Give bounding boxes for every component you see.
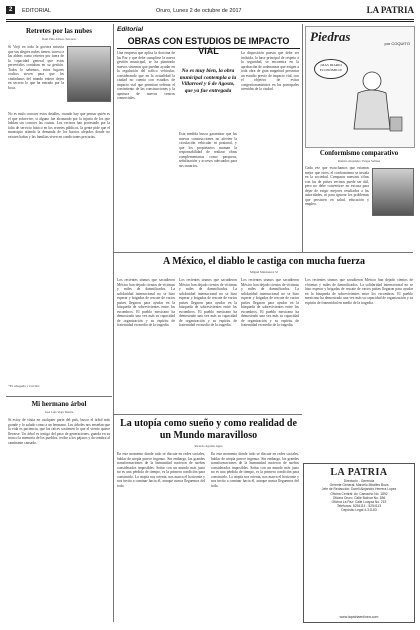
masthead-logo: LA PATRIA [330, 467, 388, 478]
website-url[interactable]: www.lapatriaenlinea.com [339, 615, 379, 619]
author-photo [372, 168, 414, 216]
article-byline: Raúl Pino-Ichazo Terrazas [42, 37, 76, 41]
article-body: En este momento donde todo se discute en redes sociales, hablar de utopía parece ingenuo. Sin embargo, las grandes transformaciones de la humanidad nacieron de sueños considerados imposibles. Soñar con un mundo más justo no es una pérdida de tiempo, es la primera condición para construirlo. La utopía nos orienta, nos marca el horizonte y nos invita a caminar hacia él, aunque nunca lleguemos del todo. [211, 452, 299, 488]
article-byline: Ramiro Alejandro Vargas Salinas [337, 159, 381, 163]
cartoon-title: Piedras [310, 29, 351, 44]
author-photo [67, 46, 111, 102]
editorial-title: OBRAS CON ESTUDIOS DE IMPACTO VIAL [127, 36, 290, 56]
article-body: Los recientes sismos que sacudieron México han dejado cientos de víctimas y miles de damnificados. La solidaridad internacional no se hizo esperar y brigadas de rescate de varios países llegaron para ayudar en la búsqueda de sobrevivientes entre los escombros. El pueblo mexicano ha demostrado una vez más su capacidad de organización y su espíritu de fraternidad en medio de la tragedia. [305, 278, 413, 305]
article-body: No es malo conocer estos detalles, cuando hay que pensar quién es el que sobrevive, si alguno fue alcanzado por la injuria de los que hablan sin conocer las causas. Los vecinos han protestado por la falta de servicio básico en los retretes públicos, la gente pide que el municipio atienda la demanda de los barrios alejados donde no existen baños y las familias viven en condiciones precarias. [8, 112, 110, 139]
masthead-line: Oficina Oruro: Calle Bolívar No. 556 [332, 495, 386, 500]
header-rule [6, 19, 414, 20]
masthead-line: Gerente General: Marcelo Miralles Bova [329, 483, 389, 488]
article-byline: José Luis Vega Duarte [44, 410, 74, 414]
article-footnote: *Es abogado y escritor. [8, 384, 41, 388]
editorial-body: Una empresa que aplica la doctrina de las Paz y que debe cumplirse la nueva gestión municipal, se ha planteado nuevos sistemas que puedan ayudar en la regulación del tráfico vehicular, considerando que en la actualidad la ciudad no cuenta con estudios de impacto vial que permitan ordenar el crecimiento de las construcciones y la apertura de nuevos centros comerciales. [117, 51, 175, 100]
masthead-box [303, 463, 415, 623]
article-title: Conformismo comparativo [319, 150, 399, 157]
article-body: Los recientes sismos que sacudieron México han dejado cientos de víctimas y miles de damnificados. La solidaridad internacional no se hizo esperar y brigadas de rescate de varios países llegaron para ayudar en la búsqueda de sobrevivientes entre los escombros. El pueblo mexicano ha demostrado una vez más su capacidad de organización y su espíritu de fraternidad en medio de la tragedia. [179, 278, 237, 327]
article-body: Si Vieji en toda la grosera miseria que sus alegres nubes tienen, suceso a las aldeas como retretes por fuera de la capacidad general que estos pervertidos contaban en su gestión. Todos lo sabemos, estos lugares ocultos sirven para que los ciudadanos del mundo entero dejen en secreto lo que ha entrado por la boca. [8, 45, 64, 90]
header-rule-thin [6, 21, 414, 22]
section-name: EDITORIAL [22, 8, 51, 14]
article-title: Mi hermano árbol [31, 400, 87, 408]
masthead-info [304, 478, 414, 514]
article-body: Cada vez que escuchamos que estamos mejor que otros, el conformismo se instala en la sociedad. Comparar nuestras cifras con las de países vecinos puede ser útil, pero no debe convertirse en excusa para dejar de exigir mejores resultados a las autoridades, ni para ignorar los problemas que persisten en salud, educación y empleo. [305, 166, 369, 206]
page-number: 2 [6, 6, 15, 14]
masthead-line: Jefe de Redacción: Doreli Alejandro Herrera Lopez [321, 487, 397, 492]
article-body: Los recientes sismos que sacudieron México han dejado cientos de víctimas y miles de damnificados. La solidaridad internacional no se hizo esperar y brigadas de rescate de varios países llegaron para ayudar en la búsqueda de sobrevivientes entre los escombros. El pueblo mexicano ha demostrado una vez más su capacidad de organización y su espíritu de fraternidad en medio de la tragedia. [241, 278, 299, 327]
newspaper-name: LA PATRIA [366, 5, 414, 15]
page-header [6, 6, 414, 18]
cartoon-figure [346, 67, 406, 142]
section-divider [114, 252, 413, 253]
pull-quote: No es muy bien, la obra municipal contempla a la Villarroel y 6 de Agosto, que ya fue entregada [179, 68, 237, 94]
article-body: Si estoy de visita en cualquier parte del país, busco el árbol más grande y lo saludo como a un hermano. Los árboles nos enseñan que la vida es paciencia, que las raíces sostienen lo que el viento quiere llevarse. Un árbol es testigo del paso de generaciones, guarda en su tronco la memoria de los pueblos, recibe a los pájaros y da sombra al caminante cansado. [8, 418, 110, 445]
column-divider [302, 24, 303, 252]
article-byline: Ricardo Aguilar Agua [194, 444, 223, 448]
masthead-line: Teléfonos: 5254114 - 5254113 [336, 504, 382, 509]
editorial-body: La disposición puesta que debe ser incluida, la base principal de respeto a la seguridad, se encuentra en la aprobación de ordenanzas que exigen a toda obra de gran magnitud presentar un estudio previo de impacto vial, con el objetivo de evitar congestionamientos en las principales avenidas de la ciudad. [241, 51, 299, 91]
section-divider [6, 396, 112, 397]
editorial-cartoon [305, 26, 415, 148]
title-rule [117, 48, 300, 49]
editorial-body: Esta medida busca garantizar que las nuevas construcciones no afecten la circulación vehicular ni peatonal, y que los propietarios asuman la responsabilidad de realizar obras complementarias como parqueos, señalización y accesos adecuados para sus usuarios. [179, 132, 237, 168]
masthead-line: Directorio - Gerencia [343, 479, 375, 483]
article-byline: Miguel Manzanera SJ [250, 270, 278, 274]
masthead-line: Oficina Central: Av. Camacho No. 1892 [330, 491, 388, 496]
article-body: Los recientes sismos que sacudieron México han dejado cientos de víctimas y miles de damnificados. La solidaridad internacional no se hizo esperar y brigadas de rescate de varios países llegaron para ayudar en la búsqueda de sobrevivientes entre los escombros. El pueblo mexicano ha demostrado una vez más su capacidad de organización y su espíritu de fraternidad en medio de la tragedia. [117, 278, 175, 327]
section-divider [114, 414, 302, 415]
column-divider [113, 24, 114, 622]
article-title: Retretes por las nubes [25, 27, 93, 35]
article-title: La utopía como sueño y como realidad de un Mundo maravilloso [120, 418, 297, 441]
article-body: En este momento donde todo se discute en redes sociales, hablar de utopía parece ingenuo. Sin embargo, las grandes transformaciones de la humanidad nacieron de sueños considerados imposibles. Soñar con un mundo más justo no es una pérdida de tiempo, es la primera condición para construirlo. La utopía nos orienta, nos marca el horizonte y nos invita a caminar hacia él, aunque nunca lleguemos del todo. [117, 452, 205, 488]
masthead-line: Oficina La Paz: Calle Loayza No. 219 [331, 500, 387, 505]
article-title: A México, el diablo le castiga con mucha fuerza [163, 256, 365, 267]
issue-date: Oruro, Lunes 2 de octubre de 2017 [156, 8, 242, 14]
cartoon-author: por COQUITO [384, 41, 410, 46]
speech-bubble: ¡MAS DIARIO ECONÓMICO! [314, 59, 348, 79]
masthead-line: Depósito Legal 4-3-8-83 [341, 508, 377, 513]
editorial-kicker: Editorial [117, 26, 144, 33]
